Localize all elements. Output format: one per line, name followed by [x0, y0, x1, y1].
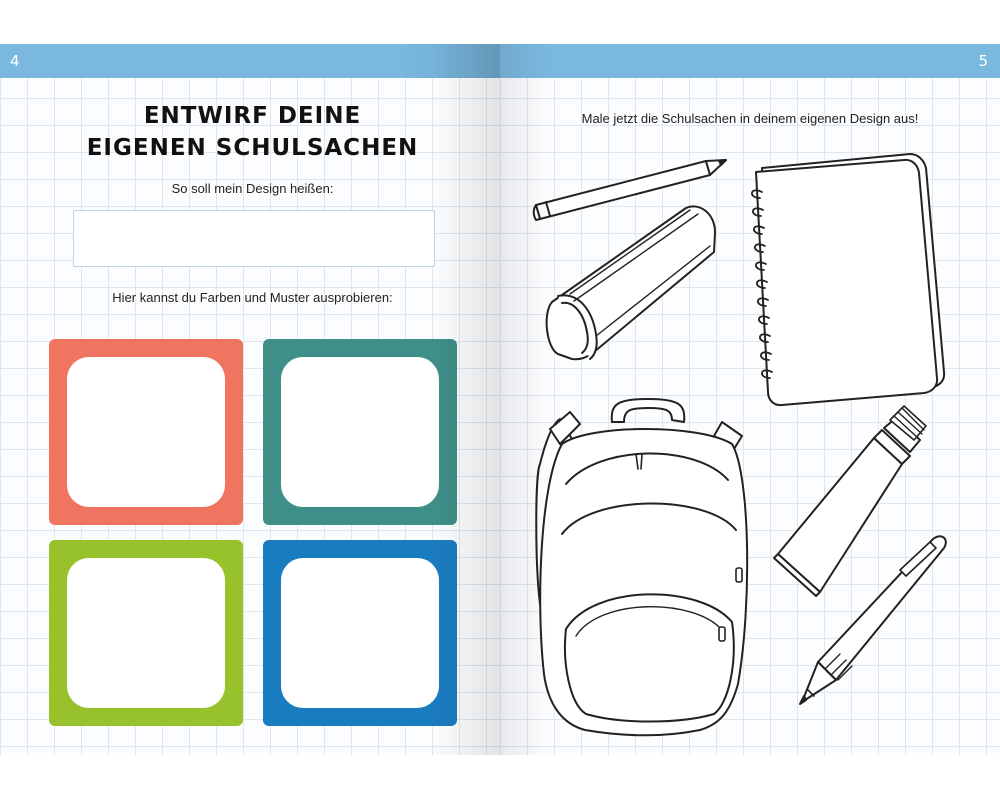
- backpack-icon[interactable]: [536, 399, 747, 735]
- swatch-teal[interactable]: [263, 339, 457, 525]
- swatch-area[interactable]: [67, 558, 225, 708]
- page-title: [60, 100, 445, 164]
- swatch-prompt: Hier kannst du Farben und Muster ausprobieren:: [112, 290, 393, 305]
- design-name-field[interactable]: [73, 210, 435, 267]
- design-name-prompt: So soll mein Design heißen:: [171, 181, 334, 196]
- page-header-band: [0, 44, 500, 78]
- left-page: [0, 44, 500, 755]
- right-page: [500, 44, 1000, 755]
- notebook-icon[interactable]: [752, 154, 944, 405]
- page-number: 4: [10, 52, 20, 70]
- pencil-case-icon[interactable]: [547, 206, 715, 359]
- swatch-area[interactable]: [281, 357, 439, 507]
- swatch-area[interactable]: [67, 357, 225, 507]
- coloring-instruction: Male jetzt die Schulsachen in deinem eigenen Design aus!: [581, 111, 919, 126]
- swatch-area[interactable]: [281, 558, 439, 708]
- book-spread: [0, 44, 1000, 755]
- coloring-illustration: [500, 44, 1000, 755]
- title-line: EIGENEN SCHULSACHEN: [86, 135, 419, 161]
- page-number: 5: [978, 52, 988, 70]
- title-line: ENTWIRF DEINE: [143, 103, 362, 129]
- swatch-green[interactable]: [49, 540, 243, 726]
- swatch-coral[interactable]: [49, 339, 243, 525]
- swatch-blue[interactable]: [263, 540, 457, 726]
